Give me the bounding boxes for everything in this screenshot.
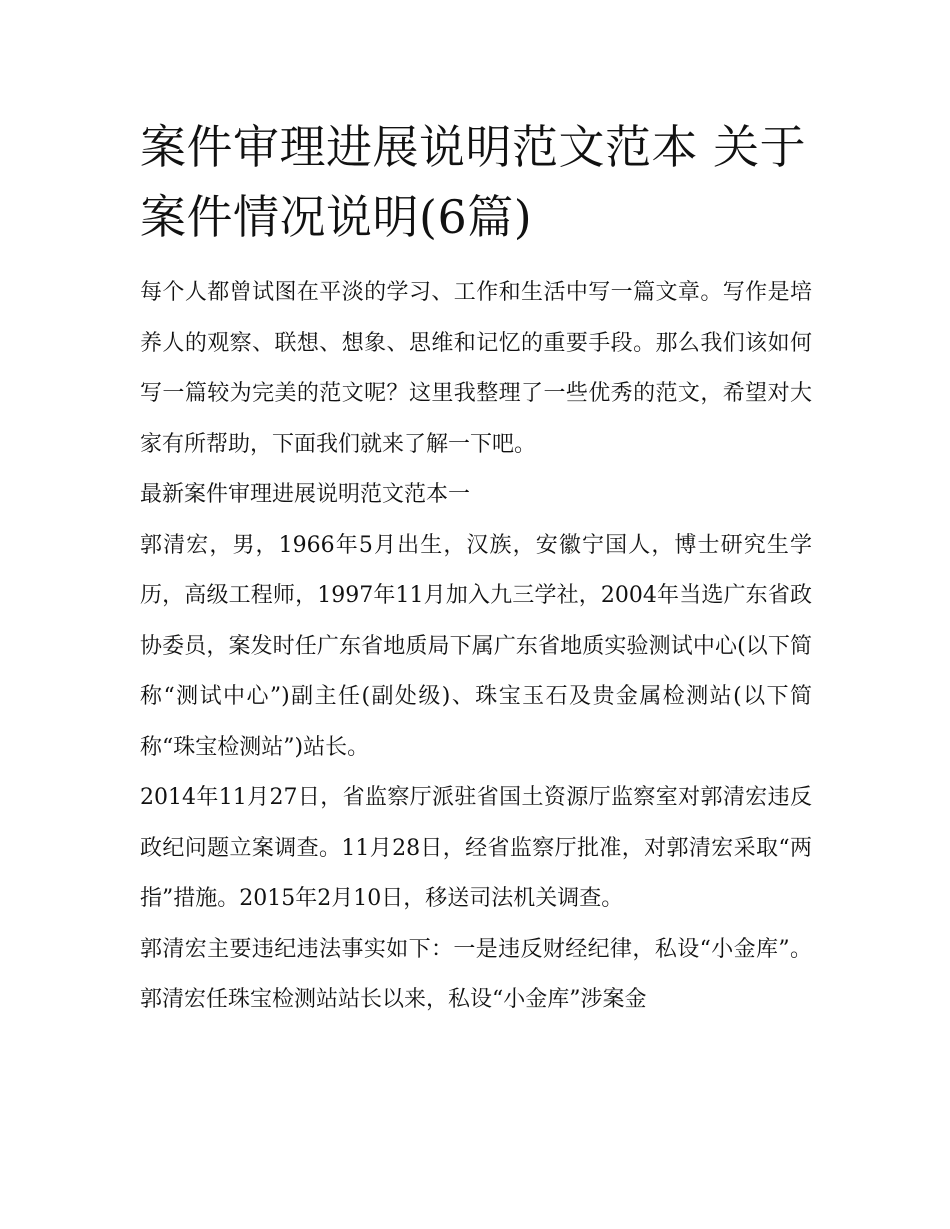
intro-paragraph: 每个人都曾试图在平淡的学习、工作和生活中写一篇文章。写作是培养人的观察、联想、想象、思维和记忆的重要手段。那么我们该如何写一篇较为完美的范文呢？这里我整理了一些优秀的范文，希望对大家有所帮助，下面我们就来了解一下吧。 — [140, 280, 812, 457]
document-title: 案件审理进展说明范文范本 关于案件情况说明(6篇) — [140, 120, 807, 244]
body-paragraph: 2014年11月27日，省监察厅派驻省国土资源厅监察室对郭清宏违反政纪问题立案调查。11月28日，经省监察厅批准，对郭清宏采取“两指”措施。2015年2月10日，移送司法机关调查。 — [140, 785, 812, 911]
body-paragraph: 郭清宏主要违纪违法事实如下：一是违反财经纪律，私设“小金库”。郭清宏任珠宝检测站站长以来，私设“小金库”涉案金 — [140, 936, 812, 1012]
section-heading: 最新案件审理进展说明范文范本一 — [140, 482, 471, 507]
document-body — [140, 268, 812, 1026]
document-content — [140, 112, 812, 1026]
body-paragraph: 郭清宏，男，1966年5月出生，汉族，安徽宁国人，博士研究生学历，高级工程师，1997年11月加入九三学社，2004年当选广东省政协委员，案发时任广东省地质局下属广东省地质实验测试中心(以下简称“测试中心”)副主任(副处级)、珠宝玉石及贵金属检测站(以下简称“珠宝检测站”)站长。 — [140, 532, 812, 760]
